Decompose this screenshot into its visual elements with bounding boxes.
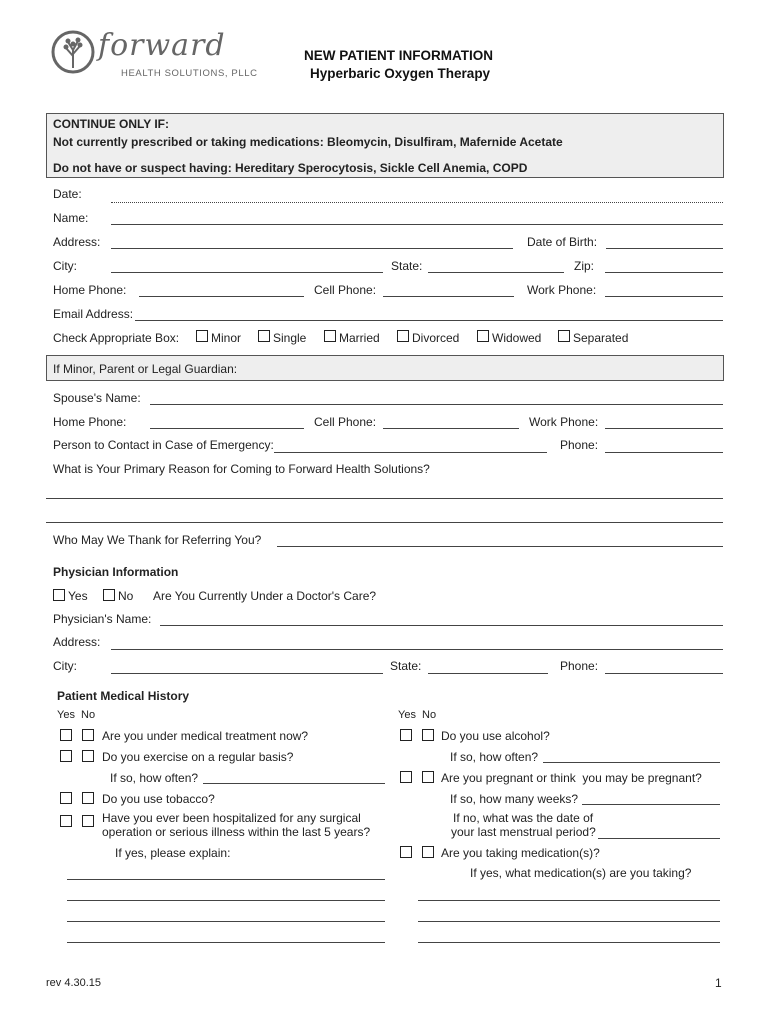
- divorced-checkbox[interactable]: [397, 330, 409, 342]
- physician-city-label: City:: [53, 659, 77, 673]
- spouse-home-phone-label: Home Phone:: [53, 415, 127, 429]
- tree-logo-icon: [51, 30, 95, 74]
- guardian-label: If Minor, Parent or Legal Guardian:: [53, 362, 238, 376]
- hospitalized-explain-line-3[interactable]: [67, 921, 385, 922]
- cell-phone-label: Cell Phone:: [314, 283, 377, 297]
- pregnant-yes-checkbox[interactable]: [400, 771, 412, 783]
- yes-no-header-right: Yes No: [398, 709, 437, 721]
- medication-question: Are you taking medication(s)?: [441, 846, 600, 860]
- state-field[interactable]: [428, 272, 564, 273]
- spouse-home-phone-field[interactable]: [150, 428, 304, 429]
- continue-conditions: Do not have or suspect having: Hereditary Sperocytosis, Sickle Cell Anemia, COPD: [53, 161, 528, 175]
- exercise-frequency-label: If so, how often?: [110, 771, 199, 785]
- work-phone-field[interactable]: [605, 296, 723, 297]
- dob-label: Date of Birth:: [527, 235, 598, 249]
- medication-list-line-3[interactable]: [418, 942, 720, 943]
- hospitalized-explain-line-4[interactable]: [67, 942, 385, 943]
- menstrual-date-field[interactable]: [598, 838, 720, 839]
- minor-checkbox[interactable]: [196, 330, 208, 342]
- alcohol-frequency-label: If so, how often?: [450, 750, 539, 764]
- physician-address-label: Address:: [53, 635, 101, 649]
- separated-checkbox[interactable]: [558, 330, 570, 342]
- widowed-label: Widowed: [492, 331, 542, 345]
- tobacco-question: Do you use tobacco?: [102, 792, 215, 806]
- menstrual-date-label-line1: If no, what was the date of: [453, 811, 594, 825]
- medication-list-line-2[interactable]: [418, 921, 720, 922]
- tobacco-no-checkbox[interactable]: [82, 792, 94, 804]
- alcohol-no-checkbox[interactable]: [422, 729, 434, 741]
- home-phone-label: Home Phone:: [53, 283, 127, 297]
- spouse-cell-phone-label: Cell Phone:: [314, 415, 377, 429]
- name-label: Name:: [53, 211, 89, 225]
- spouse-name-field[interactable]: [150, 404, 723, 405]
- exercise-question: Do you exercise on a regular basis?: [102, 750, 294, 764]
- spouse-name-label: Spouse's Name:: [53, 391, 141, 405]
- email-field[interactable]: [135, 320, 723, 321]
- primary-reason-label: What is Your Primary Reason for Coming to Forward Health Solutions?: [53, 462, 430, 476]
- spouse-work-phone-field[interactable]: [605, 428, 723, 429]
- dob-field[interactable]: [606, 248, 723, 249]
- doctor-care-yes-checkbox[interactable]: [53, 589, 65, 601]
- medication-no-checkbox[interactable]: [422, 846, 434, 858]
- physician-heading: Physician Information: [53, 565, 179, 579]
- single-checkbox[interactable]: [258, 330, 270, 342]
- hospitalized-explain-line-2[interactable]: [67, 900, 385, 901]
- logo-wordmark: forward: [98, 28, 226, 63]
- spouse-cell-phone-field[interactable]: [383, 428, 519, 429]
- zip-label: Zip:: [574, 259, 595, 273]
- medical-treatment-question: Are you under medical treatment now?: [102, 729, 309, 743]
- physician-state-field[interactable]: [428, 673, 548, 674]
- hospitalized-question-line2: operation or serious illness within the last 5 years?: [102, 825, 371, 839]
- doctor-care-no-label: No: [118, 589, 134, 603]
- email-label: Email Address:: [53, 307, 134, 321]
- doctor-care-no-checkbox[interactable]: [103, 589, 115, 601]
- minor-label: Minor: [211, 331, 242, 345]
- referral-label: Who May We Thank for Referring You?: [53, 533, 262, 547]
- medication-list-line-1[interactable]: [418, 900, 720, 901]
- medical-treatment-no-checkbox[interactable]: [82, 729, 94, 741]
- medical-treatment-yes-checkbox[interactable]: [60, 729, 72, 741]
- hospitalized-question-line1: Have you ever been hospitalized for any surgical: [102, 811, 361, 825]
- divorced-label: Divorced: [412, 331, 460, 345]
- pregnant-no-checkbox[interactable]: [422, 771, 434, 783]
- hospitalized-yes-checkbox[interactable]: [60, 815, 72, 827]
- menstrual-date-label-line2: your last menstrual period?: [451, 825, 596, 839]
- address-field[interactable]: [111, 248, 513, 249]
- continue-heading: CONTINUE ONLY IF:: [53, 117, 170, 131]
- hospitalized-explain-line-1[interactable]: [67, 879, 385, 880]
- medication-list-label: If yes, what medication(s) are you taking?: [470, 866, 692, 880]
- physician-address-field[interactable]: [111, 649, 723, 650]
- spouse-work-phone-label: Work Phone:: [529, 415, 599, 429]
- separated-label: Separated: [573, 331, 629, 345]
- primary-reason-line-2[interactable]: [46, 522, 723, 523]
- tobacco-yes-checkbox[interactable]: [60, 792, 72, 804]
- check-box-label: Check Appropriate Box:: [53, 331, 180, 345]
- zip-field[interactable]: [605, 272, 723, 273]
- logo-subtitle: HEALTH SOLUTIONS, PLLC: [121, 68, 258, 79]
- married-checkbox[interactable]: [324, 330, 336, 342]
- alcohol-frequency-field[interactable]: [543, 762, 720, 763]
- physician-phone-label: Phone:: [560, 659, 599, 673]
- doctor-care-question: Are You Currently Under a Doctor's Care?: [153, 589, 377, 603]
- emergency-phone-label: Phone:: [560, 438, 599, 452]
- physician-name-field[interactable]: [160, 625, 723, 626]
- continue-medications: Not currently prescribed or taking medications: Bleomycin, Disulfiram, Mafernide Acetate: [53, 135, 563, 149]
- city-field[interactable]: [111, 272, 383, 273]
- cell-phone-field[interactable]: [383, 296, 514, 297]
- physician-name-label: Physician's Name:: [53, 612, 152, 626]
- date-field[interactable]: [111, 202, 723, 203]
- physician-phone-field[interactable]: [605, 673, 723, 674]
- medication-yes-checkbox[interactable]: [400, 846, 412, 858]
- pregnant-question: Are you pregnant or think you may be pregnant?: [441, 771, 702, 785]
- home-phone-field[interactable]: [139, 296, 304, 297]
- name-field[interactable]: [111, 224, 723, 225]
- state-label: State:: [391, 259, 423, 273]
- page-subtitle: Hyperbaric Oxygen Therapy: [310, 66, 491, 81]
- single-label: Single: [273, 331, 307, 345]
- page-title: NEW PATIENT INFORMATION: [304, 48, 493, 63]
- hospitalized-no-checkbox[interactable]: [82, 815, 94, 827]
- married-label: Married: [339, 331, 380, 345]
- physician-city-field[interactable]: [111, 673, 383, 674]
- widowed-checkbox[interactable]: [477, 330, 489, 342]
- date-label: Date:: [53, 187, 82, 201]
- exercise-yes-checkbox[interactable]: [60, 750, 72, 762]
- emergency-phone-field[interactable]: [605, 452, 723, 453]
- pregnant-weeks-label: If so, how many weeks?: [450, 792, 579, 806]
- exercise-no-checkbox[interactable]: [82, 750, 94, 762]
- emergency-contact-label: Person to Contact in Case of Emergency:: [53, 438, 274, 452]
- address-label: Address:: [53, 235, 101, 249]
- emergency-contact-field[interactable]: [274, 452, 547, 453]
- city-label: City:: [53, 259, 77, 273]
- alcohol-question: Do you use alcohol?: [441, 729, 550, 743]
- alcohol-yes-checkbox[interactable]: [400, 729, 412, 741]
- page-number: 1: [715, 976, 722, 990]
- yes-no-header-left: Yes No: [57, 709, 96, 721]
- medical-history-heading: Patient Medical History: [57, 689, 190, 703]
- pregnant-weeks-field[interactable]: [582, 804, 720, 805]
- physician-state-label: State:: [390, 659, 422, 673]
- exercise-frequency-field[interactable]: [203, 783, 385, 784]
- hospitalized-explain-label: If yes, please explain:: [115, 846, 231, 860]
- doctor-care-yes-label: Yes: [68, 589, 88, 603]
- referral-field[interactable]: [277, 546, 723, 547]
- work-phone-label: Work Phone:: [527, 283, 597, 297]
- primary-reason-line-1[interactable]: [46, 498, 723, 499]
- revision-label: rev 4.30.15: [46, 977, 102, 989]
